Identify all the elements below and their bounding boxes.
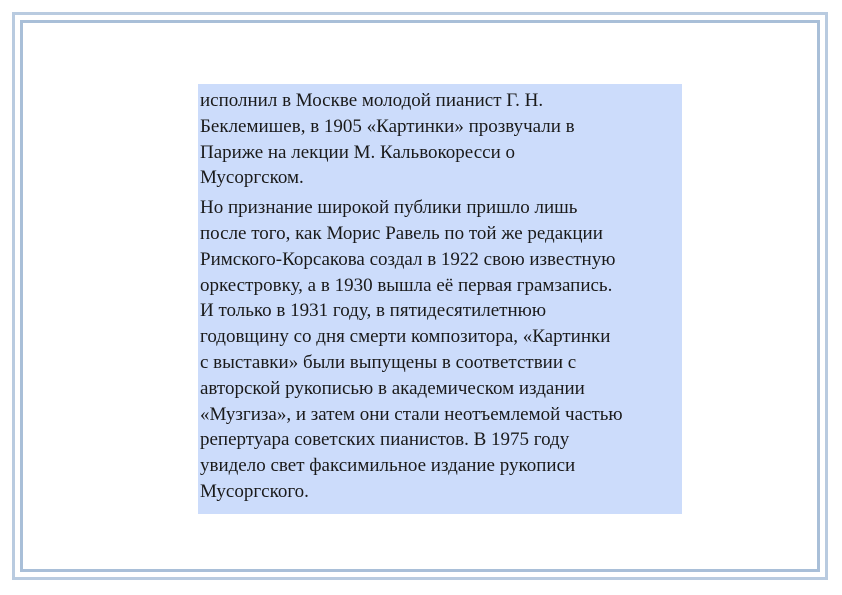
paragraph-2 xyxy=(200,195,682,505)
text-line: годовщину со дня смерти композитора, «Картинки xyxy=(200,326,611,348)
text-line: Париже на лекции М. Кальвокоресси о xyxy=(200,141,515,163)
text-line: «Музгиза», и затем они стали неотъемлемой частью xyxy=(200,403,623,425)
text-line: Беклемишев, в 1905 «Картинки» прозвучали в xyxy=(200,115,575,137)
text-line: с выставки» были выпущены в соответствии с xyxy=(200,351,577,373)
text-line: увидело свет факсимильное издание рукописи xyxy=(200,455,576,477)
text-line: Но признание широкой публики пришло лишь xyxy=(200,197,578,219)
paragraph-1 xyxy=(200,88,682,191)
text-line: авторской рукописью в академическом издании xyxy=(200,377,585,399)
text-line: И только в 1931 году, в пятидесятилетнюю xyxy=(200,300,547,322)
text-line: оркестровку, а в 1930 вышла её первая грамзапись. xyxy=(200,274,613,296)
text-line: Римского-Корсакова создал в 1922 свою известную xyxy=(200,248,616,270)
text-line: Мусоргском. xyxy=(200,167,304,189)
text-line: репертуара советских пианистов. В 1975 году xyxy=(200,429,570,451)
text-line: исполнил в Москве молодой пианист Г. Н. xyxy=(200,90,544,111)
text-line: после того, как Морис Равель по той же редакции xyxy=(200,222,603,244)
text-line: Мусоргского. xyxy=(200,480,309,502)
text-block xyxy=(198,84,682,514)
